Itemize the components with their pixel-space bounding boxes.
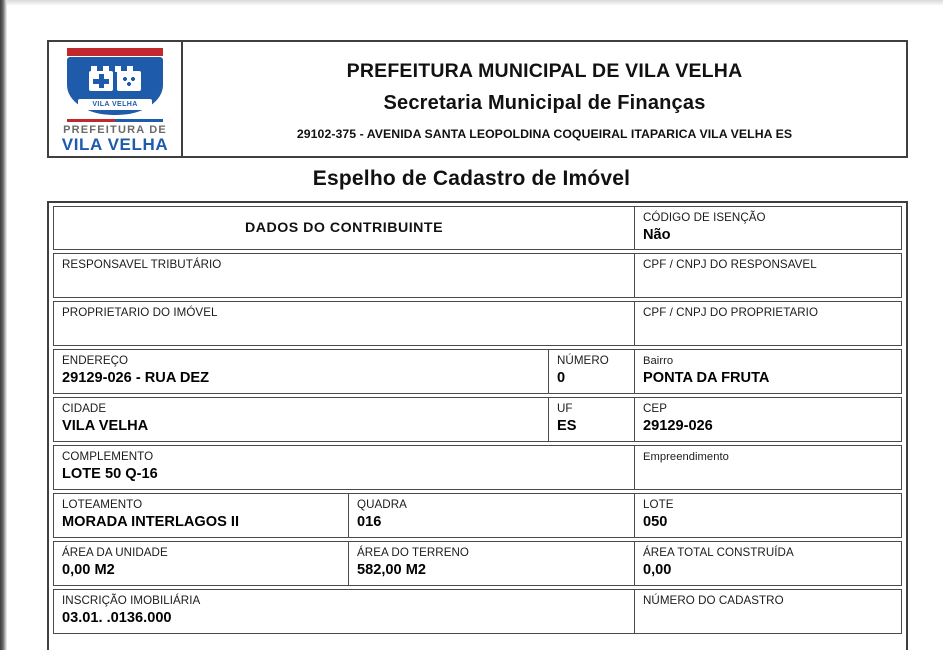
numero-cell [548, 350, 634, 393]
table-row [53, 301, 902, 346]
cpf-responsavel-cell [634, 254, 901, 297]
uf-value: ES [557, 418, 577, 434]
cep-value: 29129-026 [643, 418, 713, 434]
responsavel-tributario-label: RESPONSAVEL TRIBUTÁRIO [62, 258, 222, 271]
area-unidade-value: 0,00 M2 [62, 562, 115, 578]
complemento-value: LOTE 50 Q-16 [62, 466, 158, 482]
scan-edge-top [0, 0, 943, 6]
table-row [53, 493, 902, 538]
area-construida-value: 0,00 [643, 562, 672, 578]
logo-red-bar [67, 48, 163, 56]
complemento-label: COMPLEMENTO [62, 450, 154, 463]
area-terreno-cell [348, 542, 634, 585]
proprietario-imovel-cell [54, 302, 634, 345]
uf-label: UF [557, 402, 573, 415]
numero-value: 0 [557, 370, 566, 386]
proprietario-imovel-value [62, 321, 634, 340]
scan-edge-left [0, 0, 7, 650]
bairro-label: Bairro [643, 355, 674, 367]
inscricao-imobiliaria-cell [54, 590, 634, 633]
logo-wordmark-line-2: VILA VELHA [61, 135, 169, 154]
lote-cell [634, 494, 901, 537]
codigo-isencao-cell [634, 207, 901, 249]
numero-cadastro-label: NÚMERO DO CADASTRO [643, 594, 784, 607]
cpf-responsavel-value [643, 273, 901, 292]
empreendimento-cell [634, 446, 901, 489]
codigo-isencao-value: Não [643, 227, 671, 243]
area-unidade-label: ÁREA DA UNIDADE [62, 546, 168, 559]
loteamento-label: LOTEAMENTO [62, 498, 143, 511]
responsavel-tributario-value [62, 273, 634, 292]
uf-cell [548, 398, 634, 441]
department-name: Secretaria Municipal de Finanças [383, 91, 706, 114]
empreendimento-value [643, 465, 901, 484]
numero-label: NÚMERO [557, 354, 609, 367]
area-terreno-value: 582,00 M2 [357, 562, 426, 578]
page-title: Espelho de Cadastro de Imóvel [312, 167, 631, 190]
bairro-value: PONTA DA FRUTA [643, 370, 770, 386]
table-row [53, 397, 902, 442]
crest-left-icon [89, 71, 113, 91]
header-text-block [183, 42, 906, 156]
shield-banner-text: VILA VELHA [78, 99, 152, 110]
cidade-cell [54, 398, 548, 441]
cpf-proprietario-value [643, 321, 901, 340]
section-heading: DADOS DO CONTRIBUINTE [244, 220, 444, 236]
cidade-value: VILA VELHA [62, 418, 149, 434]
table-row [53, 349, 902, 394]
quadra-value: 016 [357, 514, 382, 530]
empreendimento-label: Empreendimento [643, 451, 729, 463]
inscricao-imobiliaria-label: INSCRIÇÃO IMOBILIÁRIA [62, 594, 201, 607]
numero-cadastro-cell [634, 590, 901, 633]
endereco-label: ENDEREÇO [62, 354, 129, 367]
crest-right-icon [117, 71, 141, 91]
organization-name: PREFEITURA MUNICIPAL DE VILA VELHA [346, 59, 743, 82]
cadastro-table [47, 201, 908, 650]
cep-cell [634, 398, 901, 441]
organization-address: 29102-375 - AVENIDA SANTA LEOPOLDINA COQUEIRAL ITAPARICA VILA VELHA ES [296, 126, 793, 141]
bairro-cell [634, 350, 901, 393]
table-row [53, 445, 902, 490]
area-unidade-cell [54, 542, 348, 585]
proprietario-imovel-label: PROPRIETARIO DO IMÓVEL [62, 306, 218, 319]
codigo-isencao-label: CÓDIGO DE ISENÇÃO [643, 211, 766, 224]
prefeitura-vila-velha-logo [57, 45, 173, 153]
table-row [53, 206, 902, 250]
endereco-cell [54, 350, 548, 393]
table-row [53, 253, 902, 298]
cpf-proprietario-cell [634, 302, 901, 345]
table-row [53, 589, 902, 634]
area-construida-label: ÁREA TOTAL CONSTRUÍDA [643, 546, 794, 559]
inscricao-imobiliaria-value: 03.01. .0136.000 [62, 610, 172, 626]
lote-value: 050 [643, 514, 668, 530]
coat-of-arms-shield-icon [67, 57, 163, 115]
logo-wordmark-line-1: PREFEITURA DE [63, 124, 167, 136]
logo-divider [67, 119, 163, 122]
complemento-cell [54, 446, 634, 489]
document-header [47, 40, 908, 158]
area-construida-cell [634, 542, 901, 585]
area-terreno-label: ÁREA DO TERRENO [357, 546, 469, 559]
logo-cell [49, 42, 183, 156]
responsavel-tributario-cell [54, 254, 634, 297]
loteamento-value: MORADA INTERLAGOS II [62, 514, 240, 530]
cep-label: CEP [643, 402, 667, 415]
lote-label: LOTE [643, 498, 674, 511]
shield-inner [87, 66, 143, 96]
cpf-proprietario-label: CPF / CNPJ DO PROPRIETARIO [643, 306, 819, 319]
loteamento-cell [54, 494, 348, 537]
quadra-label: QUADRA [357, 498, 407, 511]
cidade-label: CIDADE [62, 402, 107, 415]
dados-contribuinte-cell [54, 207, 634, 249]
table-row [53, 541, 902, 586]
numero-cadastro-value [643, 609, 901, 628]
cpf-responsavel-label: CPF / CNPJ DO RESPONSAVEL [643, 258, 817, 271]
endereco-value: 29129-026 - RUA DEZ [62, 370, 210, 386]
quadra-cell [348, 494, 634, 537]
